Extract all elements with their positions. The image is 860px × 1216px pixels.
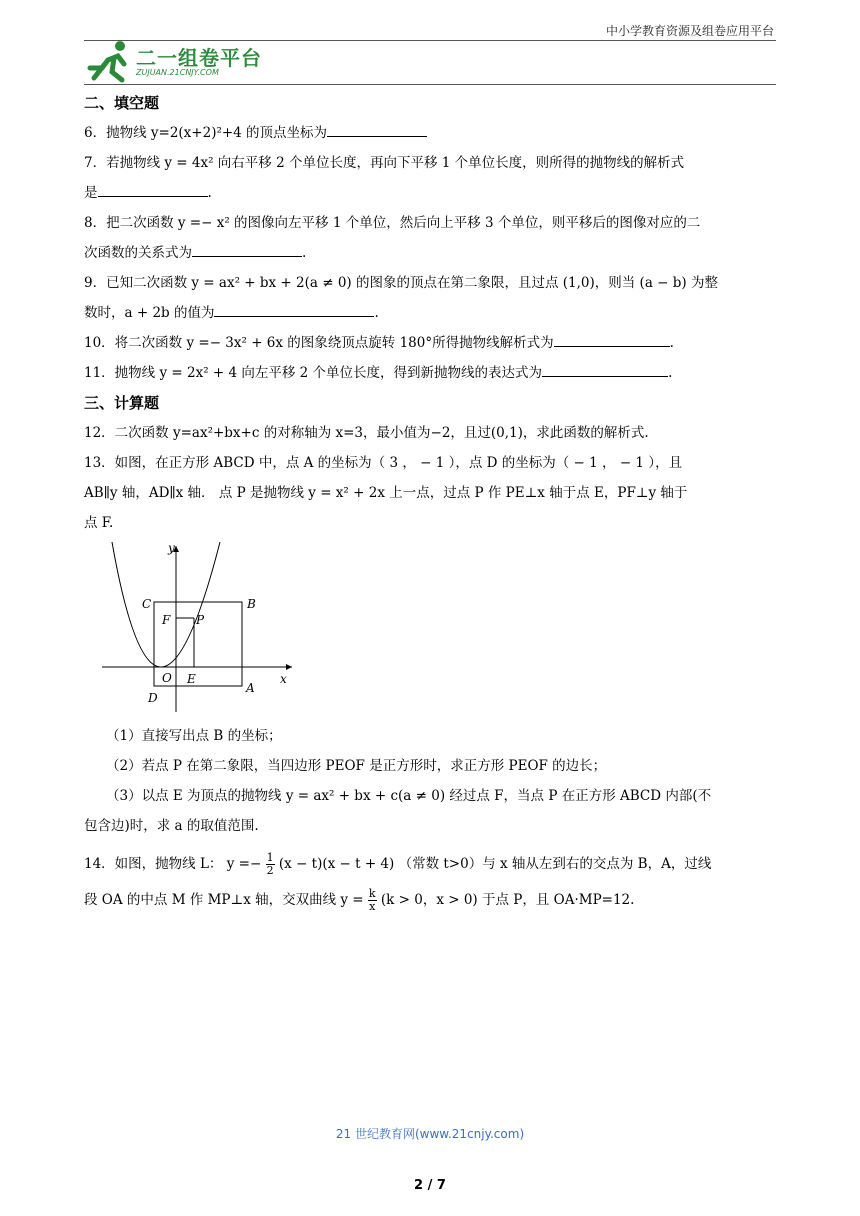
label-b: B [247, 597, 256, 611]
question-13-cont2: 点 F. [84, 515, 114, 531]
logo-subtitle: ZUJUAN.21CNJY.COM [136, 68, 219, 77]
question-9-cont: 数时，a + 2b 的值为 . [84, 298, 776, 328]
logo [84, 38, 284, 84]
label-y: y [168, 542, 175, 555]
question-14: 14．如图，抛物线 L： y =− $\frac{1}{2}$ (x − t)(x − t + 4) （常数 t>0）与 x 轴从左到右的交点为 B，A，过线 [84, 851, 712, 877]
label-o: O [162, 671, 172, 685]
question-13-cont: AB∥y 轴，AD∥x 轴． 点 P 是抛物线 y = x² + 2x 上一点，过点 P 作 PE⊥x 轴于点 E，PF⊥y 轴于 [84, 485, 688, 501]
label-e: E [187, 672, 196, 686]
section-title-fill: 二、填空题 [84, 94, 160, 112]
question-13-part-2: （2）若点 P 在第二象限，当四边形 PEOF 是正方形时，求正方形 PEOF 的边长； [106, 758, 607, 774]
label-f: F [162, 613, 171, 627]
label-p: P [196, 613, 205, 627]
page-number: 2 / 7 [414, 1178, 446, 1193]
question-13: 13．如图，在正方形 ABCD 中，点 A 的坐标为（ 3 ， − 1 ），点 D 的坐标为（ − 1 ， − 1 ），且 [84, 455, 683, 471]
label-d: D [148, 691, 158, 705]
runner-logo-icon [84, 38, 134, 84]
page-content [84, 88, 776, 915]
question-13-part-3-cont: 包含边)时，求 a 的取值范围. [84, 818, 259, 834]
question-6: 6．抛物线 y=2(x+2)²+4 的顶点坐标为 [84, 118, 776, 148]
question-7-cont: 是 . [84, 178, 776, 208]
parabola-curve [112, 542, 220, 667]
question-10: 10．将二次函数 y =− 3x² + 6x 的图象绕顶点旋转 180°所得抛物线解析式为 . [84, 328, 776, 358]
header-rule-lower [84, 84, 776, 85]
question-12: 12．二次函数 y=ax²+bx+c 的对称轴为 x=3，最小值为−2，且过(0,1)，求此函数的解析式. [84, 425, 649, 441]
section-title-calc: 三、计算题 [84, 394, 160, 412]
label-x: x [280, 672, 287, 686]
parabola-square-diagram [98, 542, 298, 717]
footer-site-link[interactable]: 21 世纪教育网(www.21cnjy.com) [335, 1127, 525, 1141]
label-c: C [142, 597, 152, 611]
question-9: 9．已知二次函数 y = ax² + bx + 2(a ≠ 0) 的图象的顶点在第二象限，且过点 (1,0)，则当 (a − b) 为整 [84, 275, 718, 291]
question-7: 7．若抛物线 y = 4x² 向右平移 2 个单位长度，再向下平移 1 个单位长度，则所得的抛物线的解析式 [84, 155, 685, 171]
logo-text: 二一组卷平台 [136, 46, 262, 70]
question-13-part-3: （3）以点 E 为顶点的抛物线 y = ax² + bx + c(a ≠ 0) 经过点 F，当点 P 在正方形 ABCD 内部(不 [106, 788, 712, 804]
header-platform-name: 中小学教育资源及组卷应用平台 [605, 24, 774, 38]
question-13-part-1: （1）直接写出点 B 的坐标； [106, 728, 282, 744]
label-a: A [246, 681, 255, 695]
question-14-cont: 段 OA 的中点 M 作 MP⊥x 轴，交双曲线 y = $\frac{k}{x}$ (k > 0，x > 0) 于点 P，且 OA·MP=12. [84, 887, 635, 913]
question-11: 11．抛物线 y = 2x² + 4 向左平移 2 个单位长度，得到新抛物线的表达式为 . [84, 358, 776, 388]
question-8: 8．把二次函数 y =− x² 的图像向左平移 1 个单位，然后向上平移 3 个单位，则平移后的图像对应的二 [84, 215, 701, 231]
question-8-cont: 次函数的关系式为 . [84, 238, 776, 268]
question-13-figure [98, 542, 298, 717]
